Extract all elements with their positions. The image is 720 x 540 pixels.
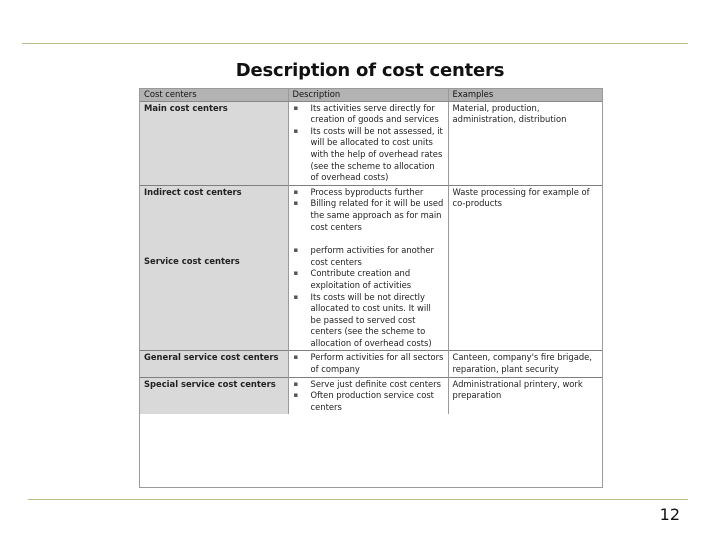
cost-center-examples: Administrational printery, work preparation — [448, 377, 602, 414]
cost-center-name: Main cost centers — [140, 101, 288, 185]
cost-center-description — [288, 101, 448, 185]
table-row — [140, 377, 602, 414]
bottom-divider — [28, 499, 688, 500]
top-divider — [22, 43, 688, 44]
cost-centers-table — [139, 88, 603, 488]
description-bullet: ▪ Often production service cost centers — [293, 390, 444, 413]
cost-center-description — [288, 351, 448, 377]
description-bullet: ▪ Serve just definite cost centers — [293, 379, 444, 391]
table-row — [140, 185, 602, 351]
cost-center-name-group — [140, 185, 288, 351]
cost-center-examples: Material, production, administration, distribution — [448, 101, 602, 185]
description-bullet: ▪ Process byproducts further — [293, 187, 444, 199]
header-examples: Examples — [448, 89, 602, 101]
description-bullet: ▪ Perform activities for all sectors of company — [293, 352, 444, 375]
table-row — [140, 351, 602, 377]
cost-center-name: Indirect cost centers — [144, 186, 242, 197]
cost-center-name: Special service cost centers — [140, 377, 288, 414]
table-header-row — [140, 89, 602, 101]
slide-title: Description of cost centers — [235, 60, 505, 81]
cost-center-examples-text: Waste processing for example of co-products — [452, 186, 590, 209]
cost-center-examples: Canteen, company's fire brigade, reparation, plant security — [448, 351, 602, 377]
description-bullet: ▪ Billing related for it will be used the same approach as for main cost centers — [293, 198, 444, 233]
cost-center-description — [288, 377, 448, 414]
page-number: 12 — [659, 505, 680, 524]
header-description: Description — [288, 89, 448, 101]
cost-center-examples — [448, 185, 602, 351]
table-row — [140, 101, 602, 185]
description-bullet: ▪ perform activities for another cost centers — [293, 245, 444, 268]
cost-center-name: General service cost centers — [140, 351, 288, 377]
description-bullet: ▪ Its costs will be not directly allocated to cost units. It will be passed to served cost centers (see the scheme to allocation of overhead costs) — [293, 292, 444, 350]
cost-center-description — [288, 185, 448, 351]
cost-center-name: Service cost centers — [144, 256, 240, 267]
description-bullet: ▪ Its activities serve directly for creation of goods and services — [293, 103, 444, 126]
description-bullet: ▪ Contribute creation and exploitation of activities — [293, 268, 444, 291]
header-cost-centers: Cost centers — [140, 89, 288, 101]
description-bullet: ▪ Its costs will be not assessed, it will be allocated to cost units with the help of overhead rates (see the scheme to allocation of overhead costs) — [293, 126, 444, 184]
